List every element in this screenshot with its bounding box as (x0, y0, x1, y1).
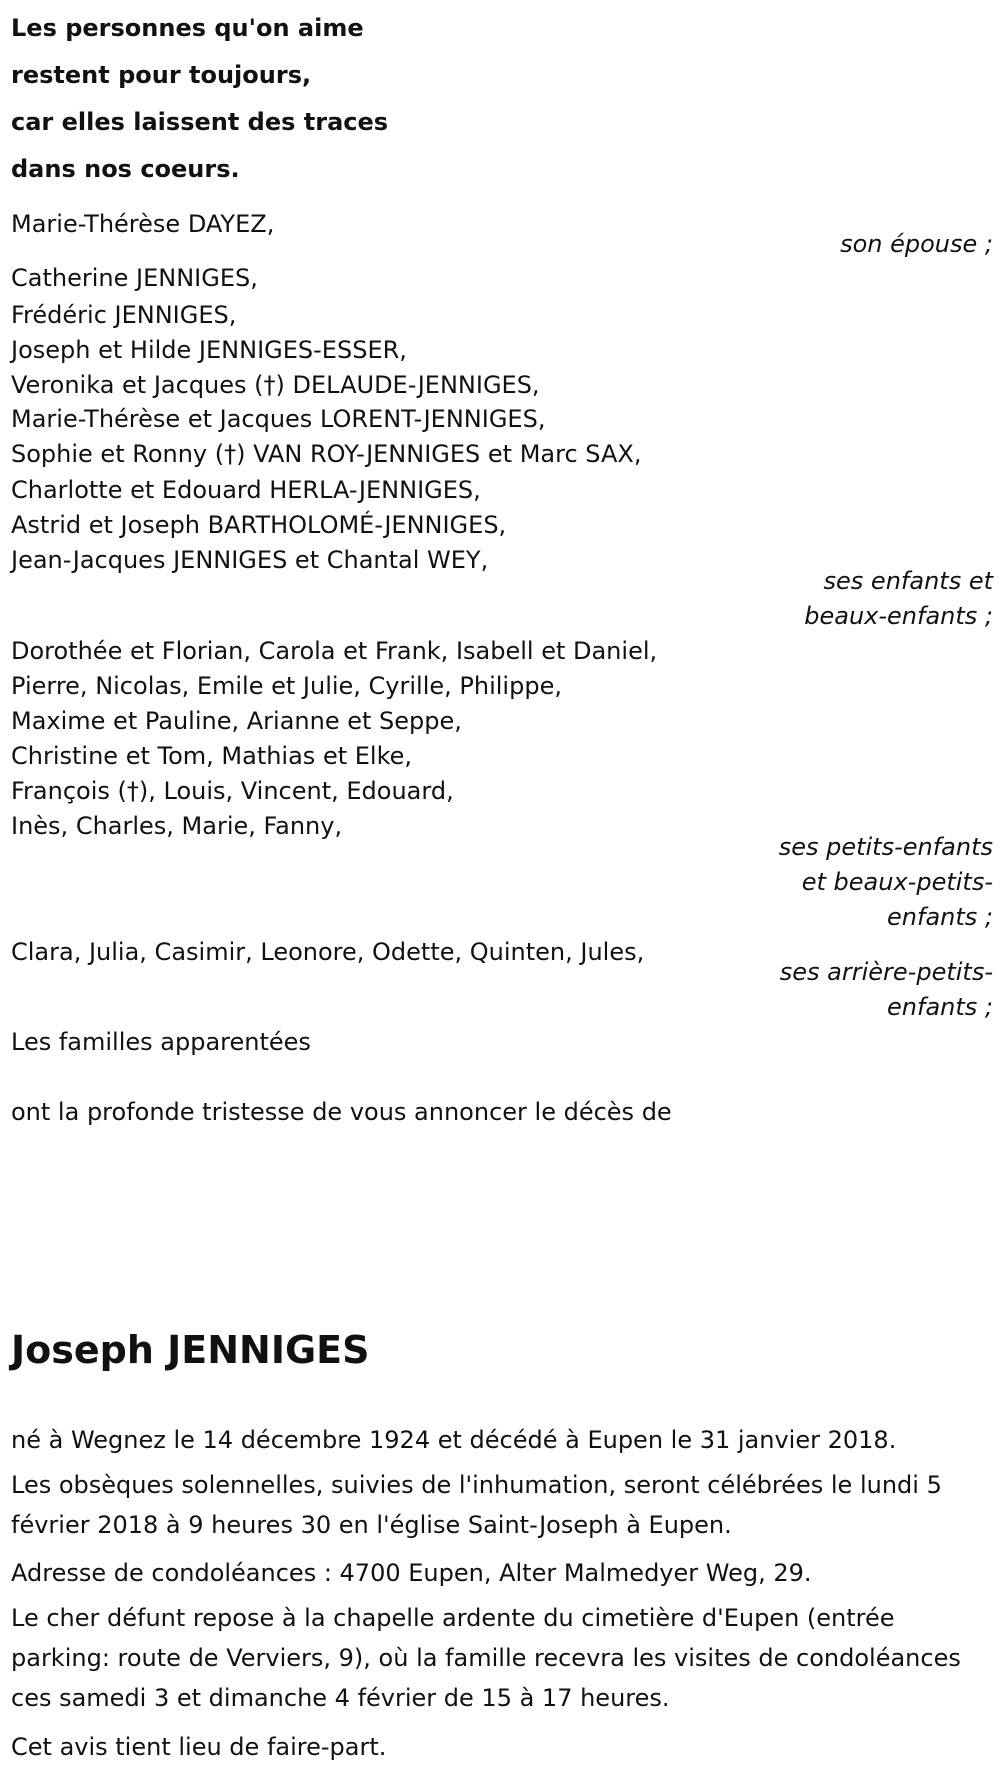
condolence-address: Adresse de condoléances : 4700 Eupen, Alter Malmedyer Weg, 29. (11, 1559, 812, 1587)
quote-line: Les personnes qu'on aime (11, 14, 364, 42)
great-grandchildren-role: enfants ; (887, 993, 993, 1021)
child-name: Jean-Jacques JENNIGES et Chantal WEY, (11, 546, 489, 574)
related-families: Les familles apparentées (11, 1028, 311, 1056)
child-name: Marie-Thérèse et Jacques LORENT-JENNIGES, (11, 405, 546, 433)
grandchild-names: Dorothée et Florian, Carola et Frank, Isabell et Daniel, (11, 637, 658, 665)
spouse-name: Marie-Thérèse DAYEZ, (11, 210, 275, 238)
grandchild-names: Christine et Tom, Mathias et Elke, (11, 742, 413, 770)
birth-death-info: né à Wegnez le 14 décembre 1924 et décédé à Eupen le 31 janvier 2018. (11, 1426, 897, 1454)
great-grandchild-names: Clara, Julia, Casimir, Leonore, Odette, Quinten, Jules, (11, 938, 645, 966)
grandchildren-role: et beaux-petits- (801, 868, 993, 896)
grandchild-names: Maxime et Pauline, Arianne et Seppe, (11, 707, 462, 735)
spouse-role: son épouse ; (840, 230, 993, 258)
children-role: beaux-enfants ; (804, 602, 993, 630)
notice-text: Cet avis tient lieu de faire-part. (11, 1733, 387, 1761)
child-name: Astrid et Joseph BARTHOLOMÉ-JENNIGES, (11, 511, 507, 539)
quote-line: car elles laissent des traces (11, 108, 389, 136)
child-name: Charlotte et Edouard HERLA-JENNIGES, (11, 476, 481, 504)
children-role: ses enfants et (823, 567, 993, 595)
quote-line: restent pour toujours, (11, 61, 312, 89)
funeral-info: Les obsèques solennelles, suivies de l'inhumation, seront célébrées le lundi 5 février 2018 à 9 heures 30 en l'église Saint-Joseph à Eupen. (11, 1471, 942, 1539)
child-name: Frédéric JENNIGES, (11, 301, 237, 329)
deceased-name: Joseph JENNIGES (11, 1328, 370, 1372)
great-grandchildren-role: ses arrière-petits- (779, 958, 993, 986)
quote-line: dans nos coeurs. (11, 155, 240, 183)
grandchild-names: Inès, Charles, Marie, Fanny, (11, 812, 343, 840)
grandchildren-role: enfants ; (887, 903, 993, 931)
memorial-quote (11, 5, 388, 193)
visitation-info: Le cher défunt repose à la chapelle ardente du cimetière d'Eupen (entrée parking: route de Verviers, 9), où la famille recevra les visites de condoléances ces samedi 3 et dimanche 4 février de 15 à 17 heures. (11, 1604, 961, 1712)
announcement: ont la profonde tristesse de vous annoncer le décès de (11, 1098, 672, 1126)
grandchild-names: Pierre, Nicolas, Emile et Julie, Cyrille, Philippe, (11, 672, 562, 700)
child-name: Sophie et Ronny (†) VAN ROY-JENNIGES et Marc SAX, (11, 440, 642, 468)
grandchild-names: François (†), Louis, Vincent, Edouard, (11, 777, 454, 805)
child-name: Veronika et Jacques (†) DELAUDE-JENNIGES, (11, 371, 540, 399)
grandchildren-role: ses petits-enfants (778, 833, 993, 861)
child-name: Catherine JENNIGES, (11, 264, 258, 292)
child-name: Joseph et Hilde JENNIGES-ESSER, (11, 336, 407, 364)
